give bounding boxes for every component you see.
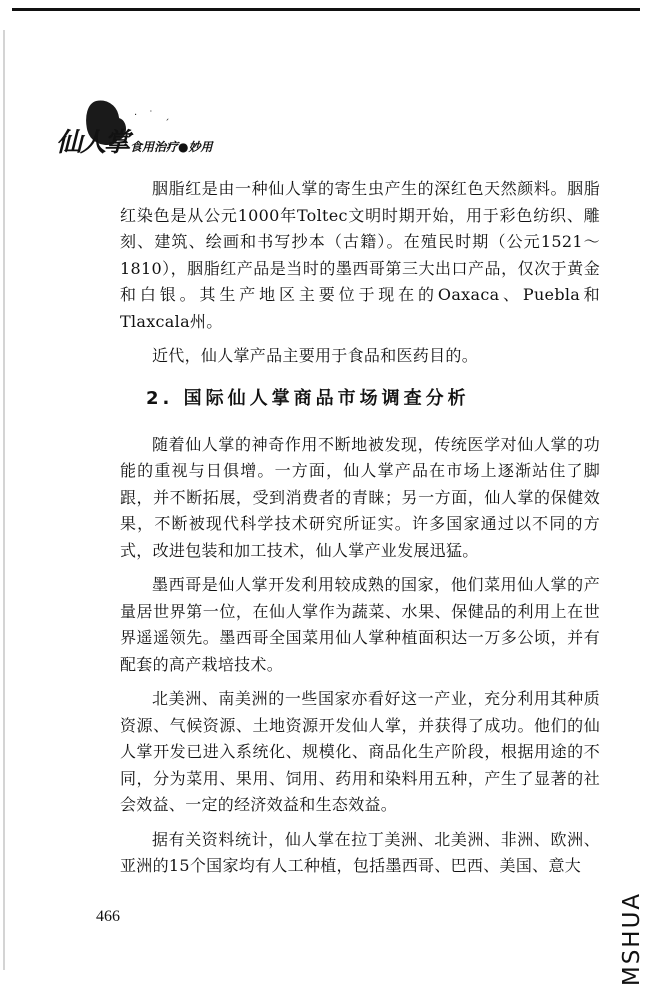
page-edge	[3, 30, 5, 970]
logo-title: 仙人掌	[56, 128, 129, 158]
watermark-text: MSHUA	[619, 891, 645, 987]
sparkle-icon: · ˙ ˏ	[134, 110, 174, 121]
paragraph-carmine: 胭脂红是由一种仙人掌的寄生虫产生的深红色天然颜料。胭脂红染色是从公元1000年Toltec文明时期开始，用于彩色纺织、雕刻、建筑、绘画和书写抄本（古籍）。在殖民时期（公元1521～1810），胭脂红产品是当时的墨西哥第三大出口产品，仅次于黄金和白银。其生产地区主要位于现在的Oaxaca、Puebla和Tlaxcala州。	[120, 179, 600, 331]
top-rule	[12, 8, 640, 11]
logo-subtitle: 食用治疗●妙用	[130, 140, 213, 154]
paragraph-traditional-medicine: 随着仙人掌的神奇作用不断地被发现，传统医学对仙人掌的功能的重视与日俱增。一方面，仙人掌产品在市场上逐渐站住了脚跟，并不断拓展，受到消费者的青睐；另一方面，仙人掌的保健效果，不断被现代科学技术研究所证实。许多国家通过以不同的方式，改进包装和加工技术，仙人掌产业发展迅猛。	[120, 434, 600, 560]
section-heading: 2. 国际仙人掌商品市场调查分析	[146, 387, 470, 409]
book-header-logo	[52, 96, 252, 176]
paragraph-statistics: 据有关资料统计，仙人掌在拉丁美洲、北美洲、非洲、欧洲、亚洲的15个国家均有人工种植，包括墨西哥、巴西、美国、意大	[120, 829, 600, 875]
page-content	[120, 176, 600, 888]
page-number: 466	[96, 908, 120, 925]
paragraph-americas: 北美洲、南美洲的一些国家亦看好这一产业，充分利用其种质资源、气候资源、土地资源开发仙人掌，并获得了成功。他们的仙人掌开发已进入系统化、规模化、商品化生产阶段，根据用途的不同，分为菜用、果用、饲用、药用和染料用五种，产生了显著的社会效益、一定的经济效益和生态效益。	[120, 689, 600, 814]
paragraph-mexico: 墨西哥是仙人掌开发利用较成熟的国家，他们菜用仙人掌的产量居世界第一位，在仙人掌作为蔬菜、水果、保健品的利用上在世界遥遥领先。墨西哥全国菜用仙人掌种植面积达一万多公顷，并有配套的高产栽培技术。	[120, 575, 600, 674]
paragraph-modern-use: 近代，仙人掌产品主要用于食品和医药目的。	[152, 346, 479, 365]
watermark	[612, 884, 651, 994]
